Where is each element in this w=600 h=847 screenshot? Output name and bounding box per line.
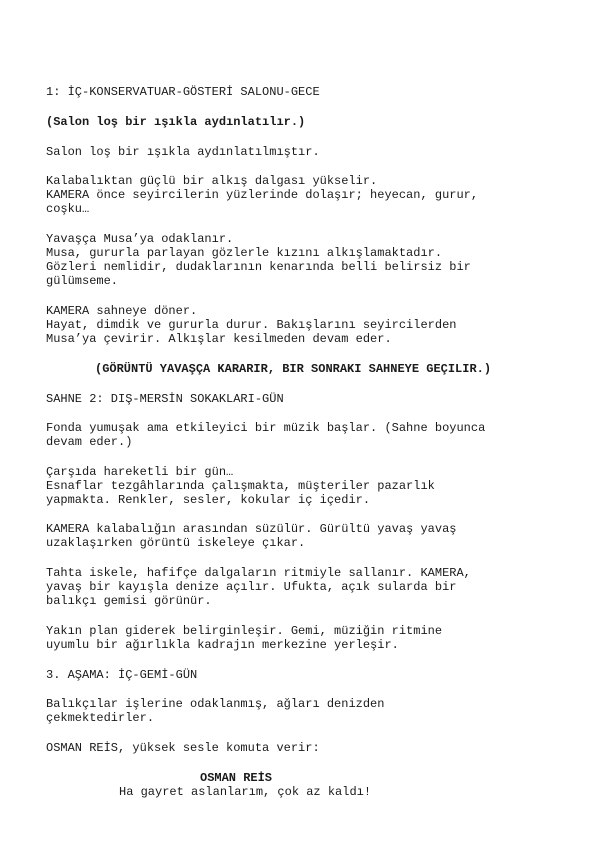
action-line: devam eder.) [46,435,133,449]
transition: (GÖRÜNTÜ YAVAŞÇA KARARIR, BIR SONRAKI SAHNEYE GEÇILIR.) [95,362,492,376]
action-line: çekmektedirler. [46,711,155,725]
action-line: KAMERA kalabalığın arasından süzülür. Gürültü yavaş yavaş [46,522,457,536]
action-line: Yakın plan giderek belirginleşir. Gemi, müziğin ritmine [46,624,443,638]
action-direction: (Salon loş bir ışıkla aydınlatılır.) [46,115,306,129]
action-line: KAMERA sahneye döner. [46,304,198,318]
action-line: coşku… [46,202,90,216]
action-line: uzaklaşırken görüntü iskeleye çıkar. [46,536,306,550]
action-line: gülümseme. [46,274,119,288]
dialogue-line: Ha gayret aslanlarım, çok az kaldı! [119,785,372,799]
action-line: KAMERA önce seyircilerin yüzlerinde dolaşır; heyecan, gurur, [46,188,479,202]
action-line: Fonda yumuşak ama etkileyici bir müzik başlar. (Sahne boyunca [46,421,486,435]
action-line: Musa, gururla parlayan gözlerle kızını alkışlamaktadır. [46,246,443,260]
action-line: Balıkçılar işlerine odaklanmış, ağları denizden [46,697,385,711]
scene-heading: SAHNE 2: DIŞ-MERSİN SOKAKLARI-GÜN [46,392,284,406]
scene-heading: 1: İÇ-KONSERVATUAR-GÖSTERİ SALONU-GECE [46,85,320,99]
action-line: Esnaflar tezgâhlarında çalışmakta, müşteriler pazarlık [46,479,435,493]
action-line: balıkçı gemisi görünür. [46,594,212,608]
scene-heading: 3. AŞAMA: İÇ-GEMİ-GÜN [46,668,198,682]
action-line: Tahta iskele, hafifçe dalgaların ritmiyle sallanır. KAMERA, [46,566,471,580]
action-line: Salon loş bir ışıkla aydınlatılmıştır. [46,145,320,159]
character-name: OSMAN REİS [200,771,273,785]
action-line: Kalabalıktan güçlü bir alkış dalgası yükselir. [46,174,378,188]
action-line: yapmakta. Renkler, sesler, kokular iç içedir. [46,493,371,507]
action-line: OSMAN REİS, yüksek sesle komuta verir: [46,741,320,755]
action-line: yavaş bir kayışla denize açılır. Ufukta, açık sularda bir [46,580,457,594]
action-line: Yavaşça Musa’ya odaklanır. [46,232,234,246]
action-line: Çarşıda hareketli bir gün… [46,465,234,479]
action-line: Gözleri nemlidir, dudaklarının kenarında belli belirsiz bir [46,260,471,274]
action-line: uyumlu bir ağırlıkla kadrajın merkezine yerleşir. [46,638,399,652]
action-line: Musa’ya çevirir. Alkışlar kesilmeden devam eder. [46,332,392,346]
action-line: Hayat, dimdik ve gururla durur. Bakışlarını seyircilerden [46,318,457,332]
